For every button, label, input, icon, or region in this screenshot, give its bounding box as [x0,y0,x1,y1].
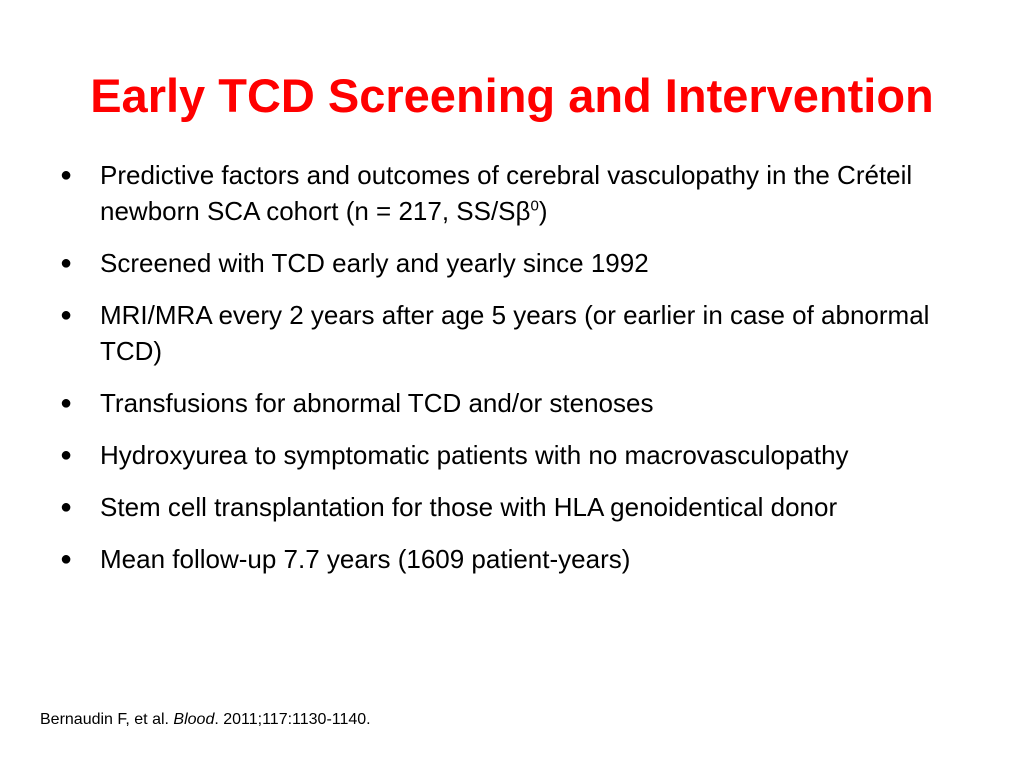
bullet-item [58,437,958,473]
bullet-item [58,541,958,577]
slide-title: Early TCD Screening and Intervention [90,69,934,122]
bullet-item [58,489,958,525]
bullet-text: Screened with TCD early and yearly since 1992 [100,248,649,278]
bullet-dot-icon: ● [60,252,73,274]
bullet-text: Mean follow-up 7.7 years (1609 patient-years) [100,544,631,574]
bullet-item [58,157,958,229]
bullet-text: Hydroxyurea to symptomatic patients with no macrovasculopathy [100,440,849,470]
citation [40,710,371,730]
bullet-text: Predictive factors and outcomes of cerebral vasculopathy in the Créteil newborn SCA cohort (n = 217, $SS/S\beta^0$) [100,160,913,226]
bullet-dot-icon: ● [60,496,73,518]
citation-authors: Bernaudin F, et al. [40,711,174,728]
bullet-item [58,297,958,369]
bullet-dot-icon: ● [60,444,73,466]
citation-journal: Blood [173,711,215,728]
citation-details: . 2011;117:1130-1140. [214,711,371,728]
bullet-dot-icon: ● [60,392,73,414]
bullet-list [58,157,958,593]
bullet-item [58,245,958,281]
bullet-dot-icon: ● [60,164,73,186]
bullet-text: Transfusions for abnormal TCD and/or stenoses [100,388,654,418]
bullet-text: Stem cell transplantation for those with HLA genoidentical donor [100,492,838,522]
bullet-dot-icon: ● [60,548,73,570]
bullet-item [58,385,958,421]
superscript: 0 [530,197,539,215]
bullet-text: MRI/MRA every 2 years after age 5 years (or earlier in case of abnormal TCD) [100,300,930,366]
bullet-dot-icon: ● [60,304,73,326]
